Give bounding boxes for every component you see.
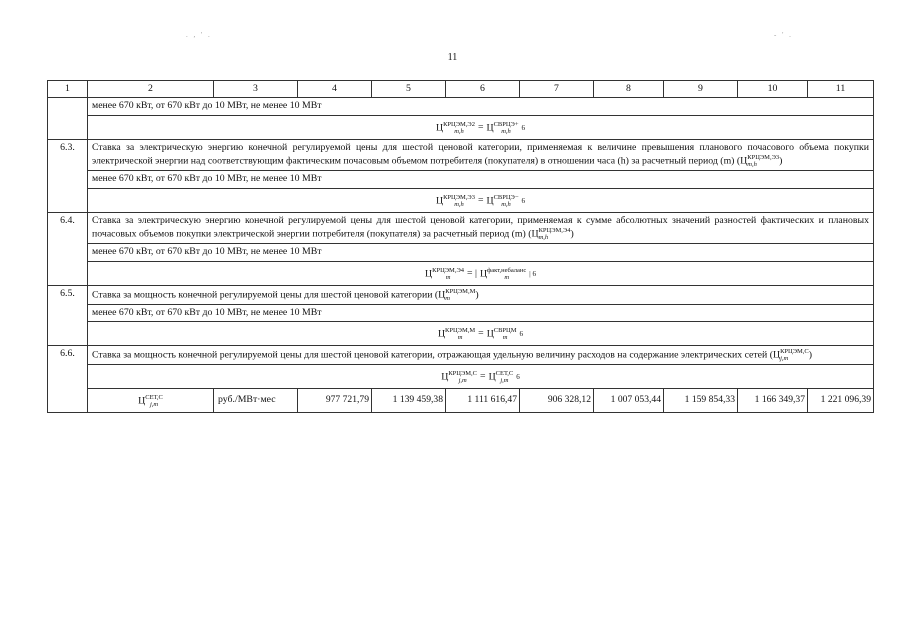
formula-lhs-superscript: КРЦЭМ,Э4 (432, 266, 465, 274)
formula-equals: = (477, 121, 484, 133)
item-symbol-subscript: m,h (747, 161, 757, 168)
formula-tail: 6 (519, 330, 524, 339)
formula-rhs-superscript: СЕТ,С (495, 370, 514, 377)
value-cell: 1 159 854,33 (664, 389, 738, 413)
formula-rhs-symbol: Ц (488, 371, 496, 383)
data-sym-symbol: Ц (138, 395, 146, 407)
column-header: 4 (298, 81, 372, 98)
formula-lhs-subscript: m (445, 273, 451, 281)
item-symbol-subscript: m (445, 294, 450, 302)
column-header: 5 (372, 81, 446, 98)
formula-tail: | 6 (529, 269, 536, 278)
scan-mark-left: . , ' . (186, 31, 212, 39)
power-range-text: менее 670 кВт, от 670 кВт до 10 МВт, не менее 10 МВт (88, 98, 874, 116)
formula-rhs-subscript: m,h (501, 127, 511, 135)
item-symbol-symbol: Ц (772, 349, 781, 361)
column-header: 9 (664, 81, 738, 98)
item-text: Ставка за электрическую энергию конечной регулируемой цены для шестой ценовой категории, применяемая к сумме абсолютных значений разностей фактических и плановых почасовых объемов покупки электрической энергии потребителя (покупателя) за расчетный период (m) ( (92, 214, 869, 240)
formula-rhs-symbol: Ц (486, 194, 494, 206)
item-text: Ставка за электрическую энергию конечной регулируемой цены для шестой ценовой категории, применяемая к величине превышения планового почасового объема покупки электрической энергии над соответствующим фактическим почасовым объемом потребителя (покупателя) в отношении часа (h) за расчетный период (m) ( (92, 141, 869, 167)
formula-lhs-symbol: Ц (425, 267, 433, 279)
item-text-end: ) (475, 288, 479, 300)
item-symbol-superscript: КРЦЭМ,Э3 (747, 154, 780, 161)
formula-equals: = (480, 371, 486, 383)
column-header: 8 (594, 81, 664, 98)
column-header: 10 (738, 81, 808, 98)
formula-lhs-subscript: m (457, 334, 463, 341)
data-row (48, 389, 874, 413)
item-symbol-symbol: Ц (438, 288, 446, 300)
item-symbol-symbol: Ц (531, 228, 539, 240)
formula-tail: 6 (516, 373, 520, 382)
value-cell: 906 328,12 (520, 389, 594, 413)
item-text-end: ) (808, 349, 813, 361)
data-sym-indices (145, 394, 163, 408)
item-symbol-subscript: m,h (538, 234, 549, 241)
formula-lhs-subscript: m,h (454, 200, 464, 208)
formula-lhs-symbol: Ц (435, 194, 444, 206)
range-row (48, 98, 874, 116)
item-number: 6.3. (48, 139, 88, 212)
formula-rhs-symbol: Ц (486, 121, 494, 133)
formula-rhs-subscript: m (504, 273, 510, 281)
column-header: 7 (520, 81, 594, 98)
formula-lhs-subscript: m,h (454, 127, 464, 135)
formula-lhs-indices (432, 267, 464, 281)
formula-rhs-superscript: СВРЦЭ+ (493, 120, 519, 128)
item-title-row (48, 212, 874, 244)
item-description (88, 212, 874, 244)
formula-rhs-superscript: СВРЦЭ− (493, 193, 519, 201)
header-row (48, 81, 874, 98)
item-text-end: ) (779, 155, 783, 167)
formula (88, 322, 874, 346)
formula (88, 261, 874, 285)
formula-lhs-symbol: Ц (441, 371, 449, 383)
item-description (88, 285, 874, 304)
value-cell: 1 139 459,38 (372, 389, 446, 413)
formula-rhs-indices (494, 327, 517, 341)
value-cell: 1 111 616,47 (446, 389, 520, 413)
range-row (48, 304, 874, 322)
formula-lhs-superscript: КРЦЭМ,М (445, 327, 476, 334)
item-symbol-indices (747, 154, 779, 168)
item-symbol-indices (445, 288, 475, 302)
range-row (48, 244, 874, 262)
formula-lhs-indices (445, 327, 475, 341)
data-sym-superscript: СЕТ,С (145, 394, 163, 401)
value-cell: 1 166 349,37 (738, 389, 808, 413)
formula-lhs-indices (448, 370, 477, 384)
formula-rhs-indices (487, 267, 526, 281)
item-title-row (48, 346, 874, 365)
formula-lhs-superscript: КРЦЭМ,Э2 (443, 120, 475, 128)
item-title-row (48, 285, 874, 304)
formula (88, 115, 874, 139)
formula-lhs-indices (443, 121, 475, 135)
formula (88, 188, 874, 212)
range-row (48, 171, 874, 189)
formula-row (48, 261, 874, 285)
item-description (88, 346, 874, 365)
item-symbol-superscript: КРЦЭМ,М (445, 287, 476, 295)
item-symbol-indices (780, 348, 809, 362)
item-text: Ставка за мощность конечной регулируемой цены для шестой ценовой категории, отражающая удельную величину расходов на содержание электрических сетей ( (92, 349, 773, 361)
column-header: 1 (48, 81, 88, 98)
formula-lhs-indices (443, 194, 475, 208)
formula-lhs-superscript: КРЦЭМ,С (448, 370, 478, 377)
column-header: 6 (446, 81, 520, 98)
item-number: 6.5. (48, 285, 88, 346)
formula-rhs-indices (494, 194, 519, 208)
power-range-text: менее 670 кВт, от 670 кВт до 10 МВт, не менее 10 МВт (88, 171, 874, 189)
formula-lhs-symbol: Ц (437, 328, 446, 340)
formula-rhs-symbol: Ц (479, 267, 488, 279)
item-symbol-superscript: КРЦЭМ,Э4 (538, 227, 571, 234)
power-range-text: менее 670 кВт, от 670 кВт до 10 МВт, не менее 10 МВт (88, 244, 874, 262)
item-symbol-subscript: j,m (780, 355, 789, 362)
item-number (48, 98, 88, 140)
item-text: Ставка за мощность конечной регулируемой цены для шестой ценовой категории ( (92, 288, 439, 300)
formula-tail: 6 (521, 196, 525, 205)
formula-rhs-indices (494, 121, 519, 135)
formula-lhs-symbol: Ц (435, 121, 444, 133)
data-sym-subscript: j,m (149, 401, 159, 408)
formula-rhs-subscript: m,h (501, 200, 511, 208)
formula-row (48, 188, 874, 212)
scan-mark-right: - ' . (774, 31, 793, 39)
item-text-end: ) (570, 228, 574, 240)
formula (88, 365, 874, 389)
formula-equals: = | (467, 267, 477, 279)
item-number: 6.6. (48, 346, 88, 413)
formula-rhs-superscript: СВРЦМ (493, 327, 517, 334)
formula-equals: = (478, 328, 484, 340)
formula-equals: = (477, 194, 484, 206)
column-header: 2 (88, 81, 214, 98)
formula-tail: 6 (521, 123, 525, 132)
item-symbol-symbol: Ц (740, 155, 748, 167)
formula-lhs-superscript: КРЦЭМ,Э3 (443, 193, 475, 201)
column-header: 11 (808, 81, 874, 98)
value-cell: 1 221 096,39 (808, 389, 874, 413)
data-symbol (88, 389, 214, 413)
unit: руб./МВт·мес (214, 389, 298, 413)
item-symbol-indices (538, 227, 574, 241)
tariff-table (47, 80, 874, 413)
formula-rhs-indices (496, 370, 514, 384)
formula-row (48, 365, 874, 389)
power-range-text: менее 670 кВт, от 670 кВт до 10 МВт, не менее 10 МВт (88, 304, 874, 322)
formula-rhs-symbol: Ц (486, 328, 494, 340)
formula-rhs-subscript: m (502, 334, 508, 341)
value-cell: 977 721,79 (298, 389, 372, 413)
item-title-row (48, 139, 874, 171)
item-symbol-superscript: КРЦЭМ,С (780, 348, 809, 355)
formula-row (48, 115, 874, 139)
formula-rhs-subscript: j,m (500, 377, 509, 384)
item-number: 6.4. (48, 212, 88, 285)
item-description (88, 139, 874, 171)
page-number: 11 (447, 52, 458, 63)
formula-rhs-superscript: факт,небаланс (487, 266, 527, 274)
formula-row (48, 322, 874, 346)
value-cell: 1 007 053,44 (594, 389, 664, 413)
formula-lhs-subscript: j,m (458, 377, 467, 384)
column-header: 3 (214, 81, 298, 98)
